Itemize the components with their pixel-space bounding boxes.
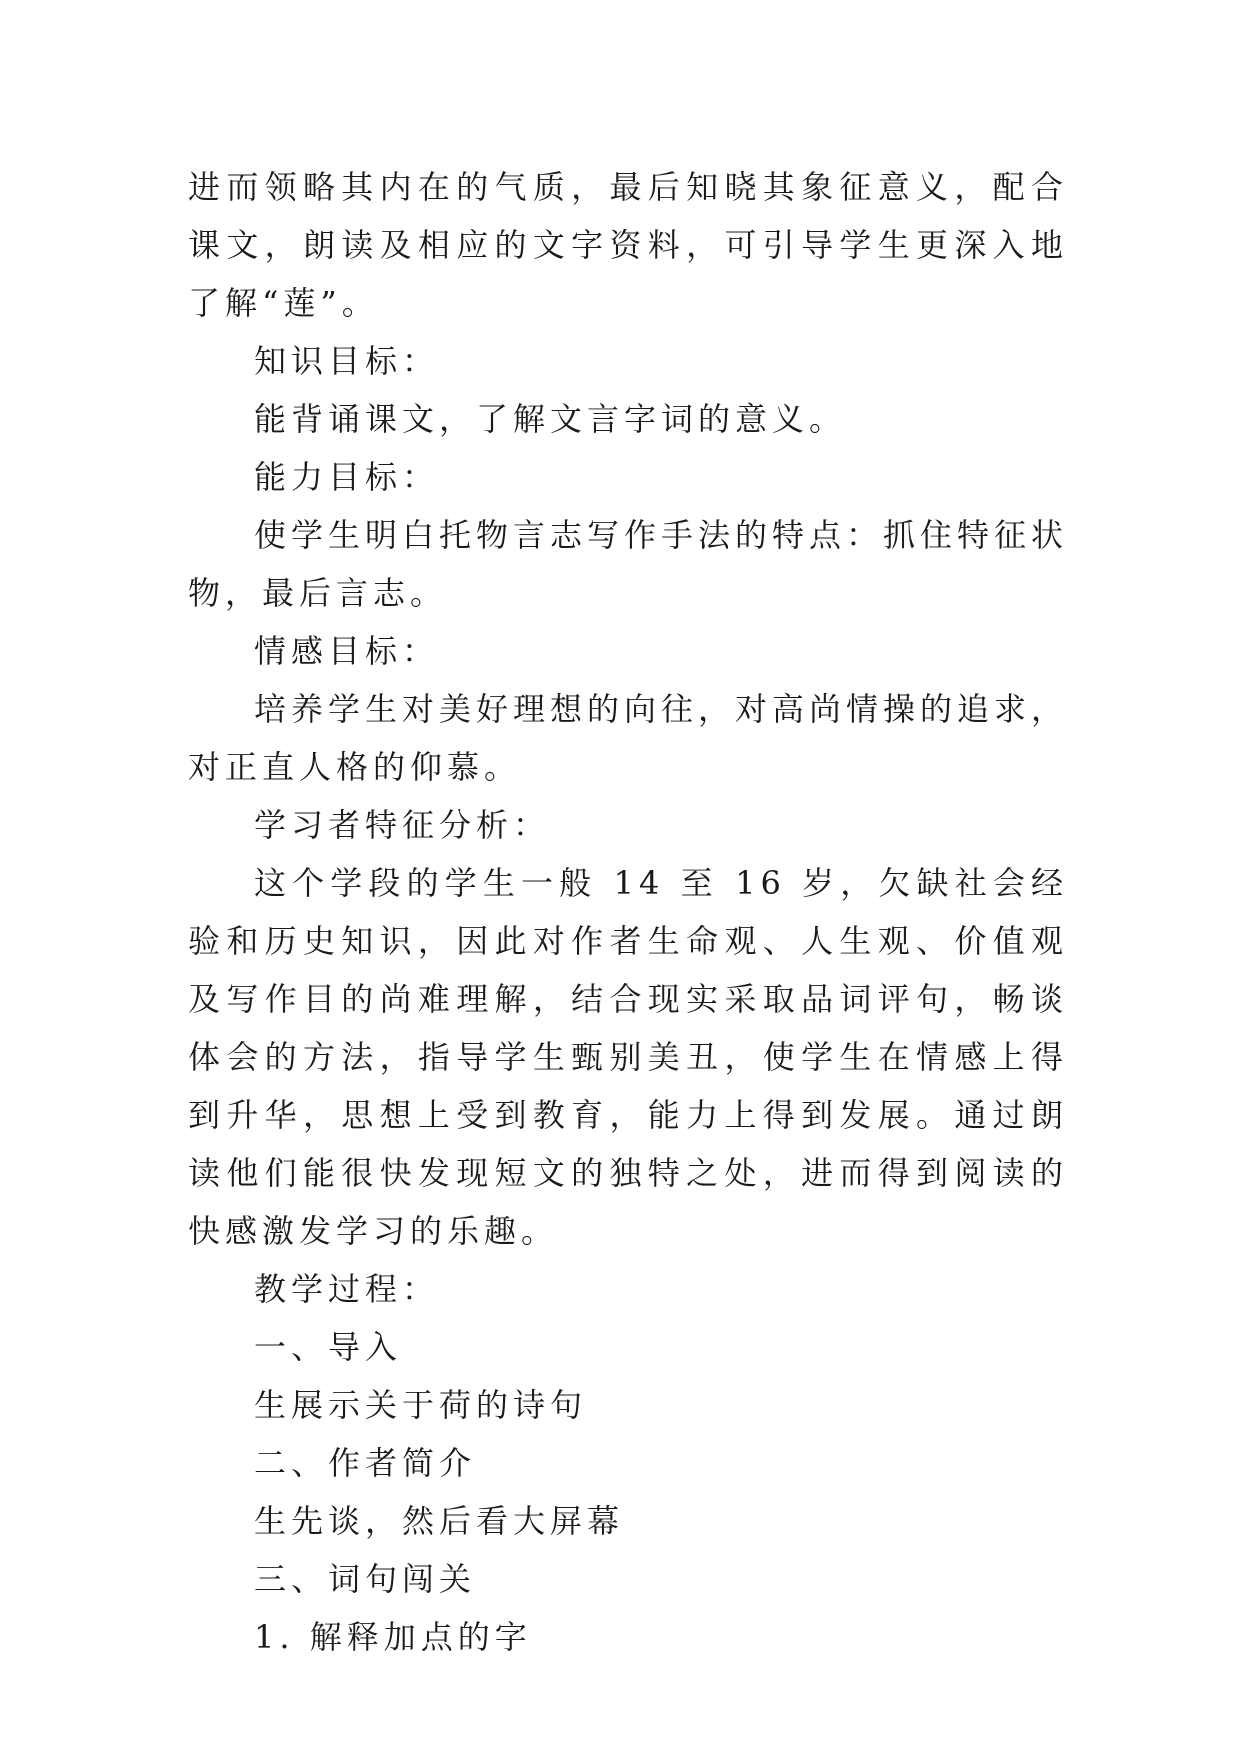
document-body — [188, 158, 1068, 1666]
heading-learner-analysis: 学习者特征分析： — [254, 806, 551, 844]
step-introduction-detail: 生展示关于荷的诗句 — [254, 1386, 588, 1424]
paragraph-ability-goal: 使学生明白托物言志写作手法的特点：抓住特征状物，最后言志。 — [188, 516, 1069, 612]
heading-emotion-goal: 情感目标： — [254, 632, 440, 670]
paragraph-knowledge-goal: 能背诵课文，了解文言字词的意义。 — [254, 400, 847, 438]
step-introduction: 一、导入 — [254, 1328, 403, 1366]
paragraph-learner-analysis: 这个学段的学生一般 14 至 16 岁，欠缺社会经验和历史知识，因此对作者生命观、人生观、价值观及写作目的尚难理解，结合现实采取品词评句，畅谈体会的方法，指导学生甄别美丑，使学生在情感上得到升华，思想上受到教育，能力上得到发展。通过朗读他们能很快发现短文的独特之处，进而得到阅读的快感激发学习的乐趣。 — [188, 864, 1068, 1250]
step-author-intro-detail: 生先谈，然后看大屏幕 — [254, 1502, 625, 1540]
heading-teaching-process: 教学过程： — [254, 1270, 440, 1308]
heading-ability-goal: 能力目标： — [254, 458, 440, 496]
step-word-challenge-item-1: 1. 解释加点的字 — [254, 1618, 532, 1656]
step-word-challenge: 三、词句闯关 — [254, 1560, 477, 1598]
step-author-intro: 二、作者简介 — [254, 1444, 477, 1482]
paragraph-continuation: 进而领略其内在的气质，最后知晓其象征意义，配合课文，朗读及相应的文字资料，可引导学生更深入地了解“莲”。 — [188, 168, 1068, 322]
heading-knowledge-goal: 知识目标： — [254, 342, 440, 380]
paragraph-emotion-goal: 培养学生对美好理想的向往，对高尚情操的追求，对正直人格的仰慕。 — [188, 690, 1069, 786]
